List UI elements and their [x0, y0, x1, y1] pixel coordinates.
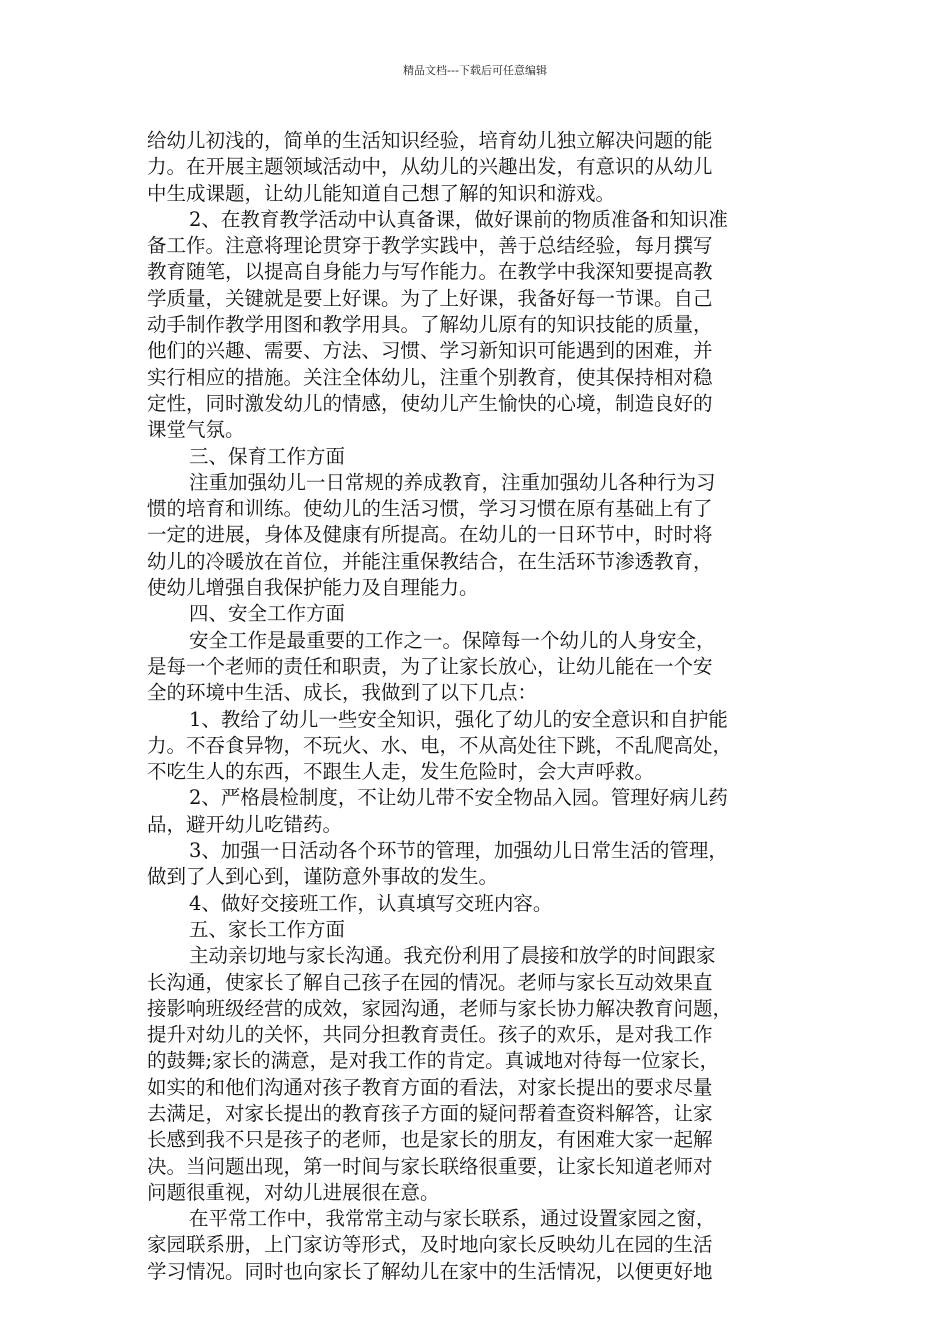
- text-line: 4、做好交接班工作，认真填写交班内容。: [189, 891, 553, 915]
- text-line: 提升对幼儿的关怀，共同分担教育责任。孩子的欢乐，是对我工作: [147, 1023, 713, 1047]
- text-line: 是每一个老师的责任和职责，为了让家长放心，让幼儿能在一个安: [147, 654, 713, 678]
- document-body: [147, 128, 817, 1285]
- text-line: 力。在开展主题领域活动中，从幼儿的兴趣出发，有意识的从幼儿: [147, 155, 713, 179]
- text-line: 给幼儿初浅的，简单的生活知识经验，培育幼儿独立解决问题的能: [147, 129, 713, 152]
- text-line: 三、保育工作方面: [189, 444, 346, 468]
- text-line: 3、加强一日活动各个环节的管理，加强幼儿日常生活的管理，: [189, 839, 728, 863]
- text-line: 全的环境中生活、成长，我做到了以下几点：: [147, 681, 538, 705]
- text-line: 问题很重视，对幼儿进展很在意。: [147, 1180, 440, 1204]
- text-line: 做到了人到心到，谨防意外事故的发生。: [147, 865, 499, 889]
- text-line: 学质量，关键就是要上好课。为了上好课，我备好每一节课。自己: [147, 286, 713, 310]
- text-line: 2、在教育教学活动中认真备课，做好课前的物质准备和知识准: [189, 207, 728, 231]
- text-line: 的鼓舞;家长的满意，是对我工作的肯定。真诚地对待每一位家长，: [147, 1049, 720, 1073]
- text-line: 安全工作是最重要的工作之一。保障每一个幼儿的人身安全，: [189, 628, 716, 652]
- text-line: 一定的进展，身体及健康有所提高。在幼儿的一日环节中，时时将: [147, 523, 713, 547]
- text-line: 1、教给了幼儿一些安全知识，强化了幼儿的安全意识和自护能: [189, 707, 728, 731]
- text-line: 2、严格晨检制度，不让幼儿带不安全物品入园。管理好病儿药: [189, 786, 728, 810]
- text-line: 主动亲切地与家长沟通。我充份利用了晨接和放学的时间跟家: [189, 944, 716, 968]
- text-line: 长感到我不只是孩子的老师，也是家长的朋友，有困难大家一起解: [147, 1128, 713, 1152]
- text-line: 注重加强幼儿一日常规的养成教育，注重加强幼儿各种行为习: [189, 470, 716, 494]
- text-line: 实行相应的措施。关注全体幼儿，注重个别教育，使其保持相对稳: [147, 365, 713, 389]
- text-line: 定性，同时激发幼儿的情感，使幼儿产生愉快的心境，制造良好的: [147, 391, 713, 415]
- text-line: 如实的和他们沟通对孩子教育方面的看法，对家长提出的要求尽量: [147, 1075, 713, 1099]
- text-line: 他们的兴趣、需要、方法、习惯、学习新知识可能遇到的困难，并: [147, 339, 713, 363]
- text-line: 五、家长工作方面: [189, 917, 346, 941]
- text-line: 课堂气氛。: [147, 418, 245, 442]
- text-line: 长沟通，使家长了解自己孩子在园的情况。老师与家长互动效果直: [147, 970, 713, 994]
- text-line: 使幼儿增强自我保护能力及自理能力。: [147, 576, 479, 600]
- text-line: 学习情况。同时也向家长了解幼儿在家中的生活情况，以便更好地: [147, 1259, 713, 1283]
- text-line: 四、安全工作方面: [189, 602, 346, 626]
- text-line: 备工作。注意将理论贯穿于教学实践中，善于总结经验，每月撰写: [147, 234, 713, 258]
- text-line: 接影响班级经营的成效，家园沟通，老师与家长协力解决教育问题，: [147, 996, 733, 1020]
- text-line: 教育随笔，以提高自身能力与写作能力。在教学中我深知要提高教: [147, 260, 713, 284]
- text-line: 决。当问题出现，第一时间与家长联络很重要，让家长知道老师对: [147, 1154, 713, 1178]
- text-line: 中生成课题，让幼儿能知道自己想了解的知识和游戏。: [147, 181, 616, 205]
- page-header: 精品文档---下载后可任意编辑: [403, 64, 547, 77]
- text-line: 家园联系册，上门家访等形式，及时地向家长反映幼儿在园的生活: [147, 1233, 713, 1257]
- text-line: 不吃生人的东西，不跟生人走，发生危险时，会大声呼救。: [147, 760, 655, 784]
- text-line: 动手制作教学用图和教学用具。了解幼儿原有的知识技能的质量，: [147, 313, 713, 337]
- text-line: 在平常工作中，我常常主动与家长联系，通过设置家园之窗，: [189, 1207, 716, 1231]
- text-line: 去满足，对家长提出的教育孩子方面的疑问帮着查资料解答，让家: [147, 1101, 713, 1125]
- text-line: 幼儿的冷暖放在首位，并能注重保教结合，在生活环节渗透教育，: [147, 549, 713, 573]
- text-line: 力。不吞食异物，不玩火、水、电，不从高处往下跳，不乱爬高处，: [147, 733, 733, 757]
- text-line: 惯的培育和训练。使幼儿的生活习惯，学习习惯在原有基础上有了: [147, 497, 713, 521]
- text-line: 品，避开幼儿吃错药。: [147, 812, 343, 836]
